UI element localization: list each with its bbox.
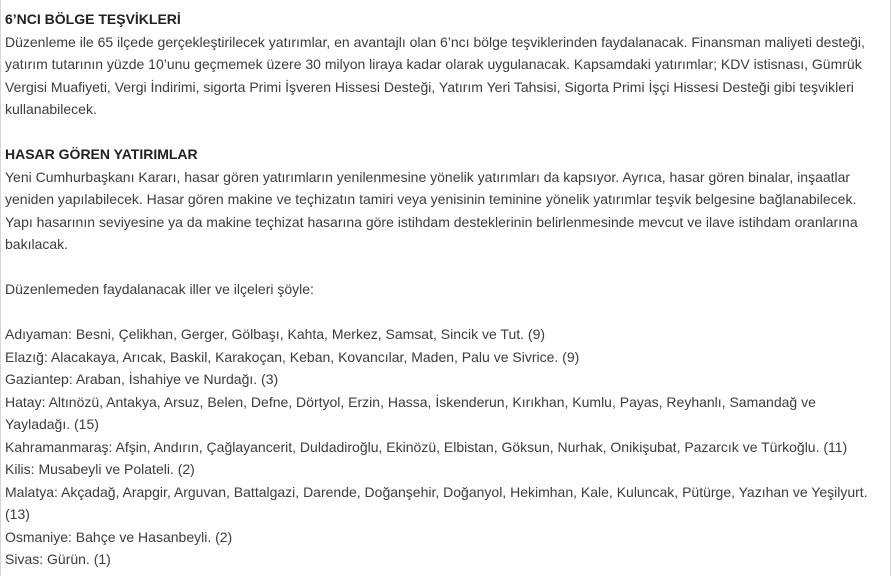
paragraph-spacer: [5, 256, 872, 279]
paragraph-spacer: [5, 121, 872, 144]
province-item-kilis: Kilis: Musabeyli ve Polateli. (2): [5, 461, 195, 477]
province-item-hatay: Hatay: Altınözü, Antakya, Arsuz, Belen, Defne, Dörtyol, Erzin, Hassa, İskenderun, Kırıkhan, Kumlu, Payas, Reyhanlı, Samandağ ve Yayladağı. (15): [5, 393, 816, 432]
province-item-adiyaman: Adıyaman: Besni, Çelikhan, Gerger, Gölbaşı, Kahta, Merkez, Samsat, Sincik ve Tut. (9): [5, 326, 546, 342]
section-heading-region-incentives: 6’NCI BÖLGE TEŞVİKLERİ: [5, 11, 181, 27]
provinces-intro: Düzenlemeden faydalanacak iller ve ilçeleri şöyle:: [5, 281, 314, 297]
province-item-osmaniye: Osmaniye: Bahçe ve Hasanbeyli. (2): [5, 528, 233, 545]
paragraph-region-incentives: Düzenleme ile 65 ilçede gerçekleştirilecek yatırımlar, en avantajlı olan 6’ncı bölge teşviklerinden faydalanacak. Finansman maliyeti desteği, yatırım tutarının yüzde 10’unu geçmemek üzere 30 milyon liraya kadar olarak uygulanacak. Kapsamdaki yatırımlar; KDV istisnası, Gümrük Vergisi Muafiyeti, Vergi İndirimi, sigorta Primi İşveren Hissesi Desteği, Yatırım Yeri Tahsisi, Sigorta Primi İşçi Hissesi Desteği gibi teşvikleri kullanabilecek.: [5, 33, 865, 117]
paragraph-spacer: [5, 301, 872, 324]
article-body: [1, 0, 890, 571]
province-item-kahramanmaras: Kahramanmaraş: Afşin, Andırın, Çağlayancerit, Duldadiroğlu, Ekinözü, Elbistan, Göksun, Nurhak, Onikişubat, Pazarcık ve Türkoğlu. (11): [5, 438, 848, 455]
section-heading-damaged-investments: HASAR GÖREN YATIRIMLAR: [5, 146, 198, 162]
province-item-sivas: Sivas: Gürün. (1): [5, 551, 111, 567]
paragraph-damaged-investments: Yeni Cumhurbaşkanı Kararı, hasar gören yatırımların yenilenmesine yönelik yatırımları da kapsıyor. Ayrıca, hasar gören binalar, inşaatlar yeniden yapılabilecek. Hasar gören makine ve teçhizatın tamiri veya yenisinin teminine yönelik yatırımlar teşvik belgesine bağlanabilecek. Yapı hasarının seviyesine ya da makine teçhizat hasarına göre istihdam desteklerinin belirlenmesinde mevcut ve ilave istihdam oranlarına bakılacak.: [5, 168, 858, 252]
province-item-elazig: Elazığ: Alacakaya, Arıcak, Baskil, Karakoçan, Keban, Kovancılar, Maden, Palu ve Sivrice. (9): [5, 348, 580, 365]
province-item-gaziantep: Gaziantep: Araban, İshahiye ve Nurdağı. (3): [5, 371, 279, 387]
province-list: [5, 323, 872, 571]
province-item-malatya: Malatya: Akçadağ, Arapgir, Arguvan, Battalgazi, Darende, Doğanşehir, Doğanyol, Hekimhan, Kale, Kuluncak, Pütürge, Yazıhan ve Yeşilyurt. (13): [5, 483, 868, 522]
